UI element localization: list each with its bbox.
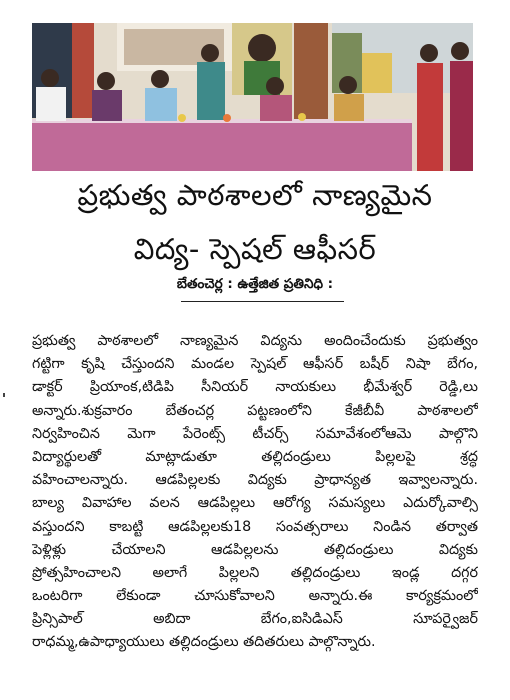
- body-line: బాల్య వివాహాల వలన ఆడపిల్లలు ఆరోగ్య సమస్యలు ఎదుర్కోవాల్సి: [32, 495, 478, 512]
- body-line: ఒంటరిగా లేకుండా చూసుకోవాలని అన్నారు.ఈ కార్యక్రమంలో: [32, 588, 478, 605]
- byline: బేతంచెర్ల : ఉత్తేజిత ప్రతినిధి :: [176, 276, 334, 292]
- body-line: ప్రభుత్వ పాఠశాలలో నాణ్యమైన విద్యను అందించేందుకు ప్రభుత్వం: [32, 333, 478, 349]
- body-line: విద్యార్థులతో మాట్లాడుతూ తల్లిదండ్రులు పిల్లలపై శ్రద్ధ: [32, 448, 478, 465]
- body-line: వహించాలన్నారు. ఆడపిల్లలకు విద్యకు ప్రాధాన్యత ఇవ్వాలన్నారు.: [32, 472, 478, 489]
- body-line: ప్రోత్సహించాలని అలాగే పిల్లలని తల్లిదండ్రులు ఇండ్ల దగ్గర: [32, 564, 478, 581]
- body-line: అన్నారు.శుక్రవారం బేతంచర్ల పట్టణంలోని కేజీబీవీ పాఠశాలలో: [32, 402, 478, 419]
- event-photo-illustration: [32, 23, 473, 171]
- body-line: పెళ్లిళ్లు చేయాలని ఆడపిల్లలను తల్లిదండ్రులు విద్యకు: [32, 541, 478, 558]
- body-line: రాధమ్మ,ఉపాధ్యాయులు తల్లిదండ్రులు తదితరులు పాల్గొన్నారు.: [32, 634, 376, 651]
- body-line: వస్తుందని కాబట్టి ఆడపిల్లలకు18 సంవత్సరాలు నిండిన తర్వాత: [32, 518, 478, 535]
- body-line: నిర్వహించిన మెగా పేరెంట్స్ టీచర్స్ సమావేశంలోఆమె పాల్గొని: [32, 425, 478, 442]
- byline-divider: [181, 301, 344, 302]
- body-line: ప్రిన్సిపాల్ అబిదా బేగం,ఐసిడిఎస్ సూపర్వైజర్: [32, 611, 478, 628]
- headline-line-1: ప్రభుత్వ పాఠశాలలో నాణ్యమైన: [77, 178, 433, 212]
- headline-line-2: విద్య- స్పెషల్ ఆఫీసర్: [133, 232, 377, 266]
- article-photo: [32, 23, 473, 171]
- article-body: [32, 330, 478, 655]
- body-line: గట్టిగా కృషి చేస్తుందని మండల స్పెషల్ ఆఫీసర్ బషీర్ నిషా బేగం,: [32, 356, 478, 373]
- body-line: డాక్టర్ ప్రియాంక,టిడిపి సీనియర్ నాయకులు భీమేశ్వర్ రెడ్డి,లు: [32, 379, 478, 396]
- margin-mark: [3, 393, 5, 397]
